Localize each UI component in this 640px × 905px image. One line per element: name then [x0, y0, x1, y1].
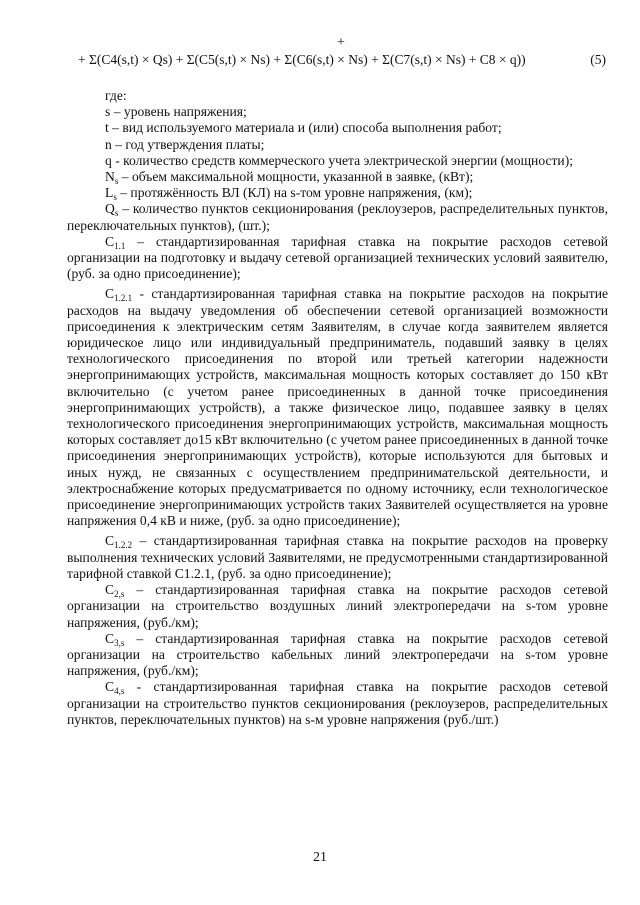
formula-line: + Σ(C4(s,t) × Qs) + Σ(C5(s,t) × Ns) + Σ(C6(s,t) × Ns) + Σ(C7(s,t) × Ns) + C8 × q)): [78, 52, 526, 67]
definitions-block: [67, 88, 608, 728]
def-ns: $N_s$ – объем максимальной мощности, указанной в заявке, (кВт);: [105, 169, 474, 187]
def-n: n – год утверждения платы;: [105, 136, 265, 152]
def-q: q - количество средств коммерческого учета электрической энергии (мощности);: [105, 152, 574, 168]
def-c122: $C_{1.2.2}$ – стандартизированная тарифная ставка на покрытие расходов на проверку выполнения технических условий Заявителями, не предусмотренными стандартизированной тарифной ставкой C1.2.1, (руб. за одно присоединение);: [67, 533, 608, 581]
formula-plus-sign: +: [337, 35, 345, 50]
page-number: 21: [313, 850, 327, 865]
def-c4s: $C_{4,s}$ - стандартизированная тарифная ставка на покрытие расходов сетевой организации на строительство пунктов секционирования (реклоузеров, распределительных пунктов, переключательных пунктов) на s-м уровне напряжения (руб./шт.): [67, 679, 608, 727]
def-ls: $L_s$ – протяжённость ВЛ (КЛ) на s-том уровне напряжения, (км);: [105, 185, 473, 203]
def-s: s – уровень напряжения;: [105, 104, 247, 120]
def-c11: $C_{1.1}$ – стандартизированная тарифная ставка на покрытие расходов сетевой организации на подготовку и выдачу сетевой организацией технических условий заявителю, (руб. за одно присоединение);: [67, 233, 608, 282]
def-c121: $C_{1.2.1}$ - стандартизированная тарифная ставка на покрытие расходов на покрытие расходов на выдачу уведомления об обеспечении сетевой организацией возможности присоединения к электрическим сетям Заявителям, в случае когда заявителем является юридическое лицо или индивидуальный предприниматель, подавший заявку в целях технологического присоединения по второй или третьей категории надежности энергопринимающих устройств, максимальная мощность которых составляет до 150 кВт включительно (с учетом ранее присоединенных в данной точке присоединения энергопринимающих устройств), а также физическое лицо, подавшее заявку в целях технологического присоединения энергопринимающих устройств, максимальная мощность которых составляет до15 кВт включительно (с учетом ранее присоединенных в данной точке присоединения энергопринимающих устройств), которые используются для бытовых и иных нужд, не связанных с осуществлением предпринимательской деятельности, и электроснабжение которых предусматривается по одному источнику, если технологическое присоединение энергопринимающих устройств таких Заявителей осуществляется на уровне напряжения 0,4 кВ и ниже, (руб. за одно присоединение);: [67, 286, 608, 529]
def-c2s: $C_{2,s}$ – стандартизированная тарифная ставка на покрытие расходов сетевой организации на строительство воздушных линий электропередачи на s-том уровне напряжения, (руб./км);: [67, 582, 608, 630]
where-label: где:: [105, 88, 127, 103]
def-qs: $Q_s$ – количество пунктов секционирования (реклоузеров, распределительных пунктов, переключательных пунктов), (шт.);: [67, 201, 608, 233]
equation-number: (5): [590, 52, 606, 67]
def-t: t – вид используемого материала и (или) способа выполнения работ;: [105, 120, 502, 136]
def-c3s: $C_{3,s}$ – стандартизированная тарифная ставка на покрытие расходов сетевой организации на строительство кабельных линий электропередачи на s-том уровне напряжения, (руб./км);: [67, 630, 608, 679]
